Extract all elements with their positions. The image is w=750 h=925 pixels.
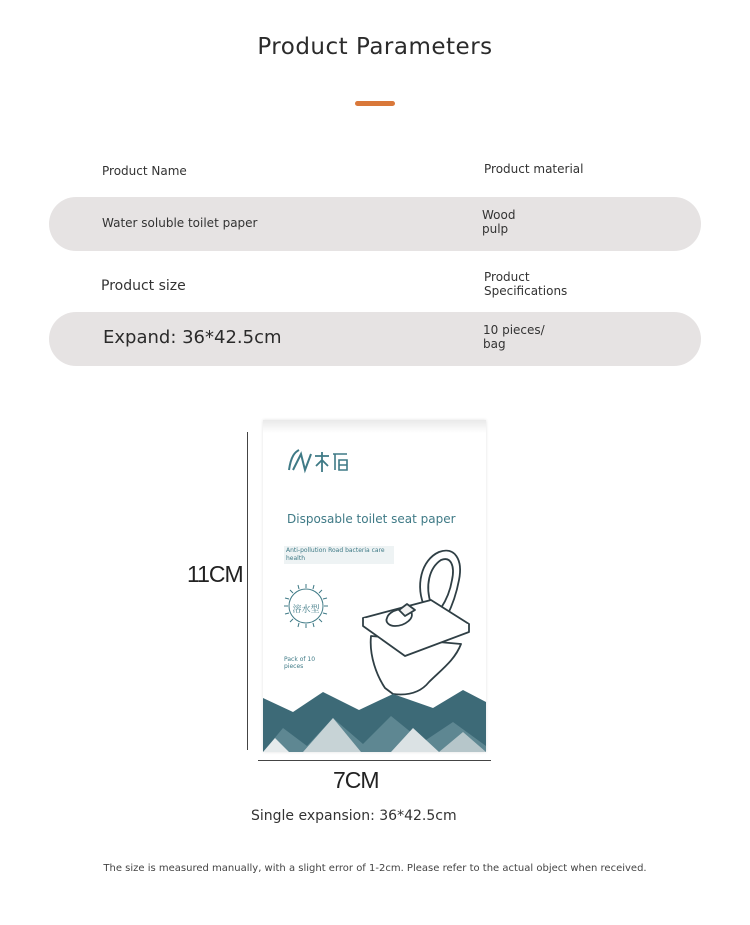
tagline-line-2: health: [286, 555, 305, 562]
package-product-title: Disposable toilet seat paper: [287, 512, 456, 526]
product-material-value: [482, 208, 515, 236]
package-seal: [263, 420, 486, 433]
spec-value-line-2: bag: [483, 337, 506, 351]
mountain-pattern: [263, 688, 486, 752]
badge-text: 溶水型: [292, 605, 320, 615]
material-line-2: pulp: [482, 222, 509, 236]
material-line-1: Wood: [482, 208, 516, 222]
height-dimension-line: [247, 432, 248, 750]
product-name-label: Product Name: [102, 164, 187, 178]
width-dimension-line: [258, 760, 491, 761]
spec-value-line-1: 10 pieces/: [483, 323, 545, 337]
product-material-label: Product material: [484, 162, 584, 176]
height-dimension-label: 11CM: [187, 561, 243, 587]
product-name-value: Water soluble toilet paper: [102, 216, 258, 230]
toilet-illustration: [359, 546, 479, 698]
page-title: Product Parameters: [257, 34, 493, 60]
footnote: The size is measured manually, with a slight error of 1-2cm. Please refer to the actual object when received.: [103, 863, 647, 874]
title-accent-bar: [355, 101, 395, 106]
spec-label-line-1: Product: [484, 270, 530, 284]
expansion-caption: Single expansion: 36*42.5cm: [251, 808, 457, 824]
spec-label-line-2: Specifications: [484, 284, 568, 298]
product-package-image: [263, 420, 486, 752]
water-soluble-badge: [283, 583, 329, 629]
product-spec-value: [483, 323, 545, 351]
product-size-value: Expand: 36*42.5cm: [103, 327, 282, 348]
brand-logo: [285, 446, 355, 476]
pack-line-1: Pack of 10: [284, 656, 316, 663]
package-pack-count: [284, 656, 315, 670]
tagline-line-1: Anti-pollution Road bacteria care: [286, 547, 385, 554]
pack-line-2: pieces: [284, 663, 304, 670]
width-dimension-label: 7CM: [333, 767, 379, 793]
product-spec-label: [484, 270, 567, 298]
product-size-label: Product size: [101, 278, 186, 294]
